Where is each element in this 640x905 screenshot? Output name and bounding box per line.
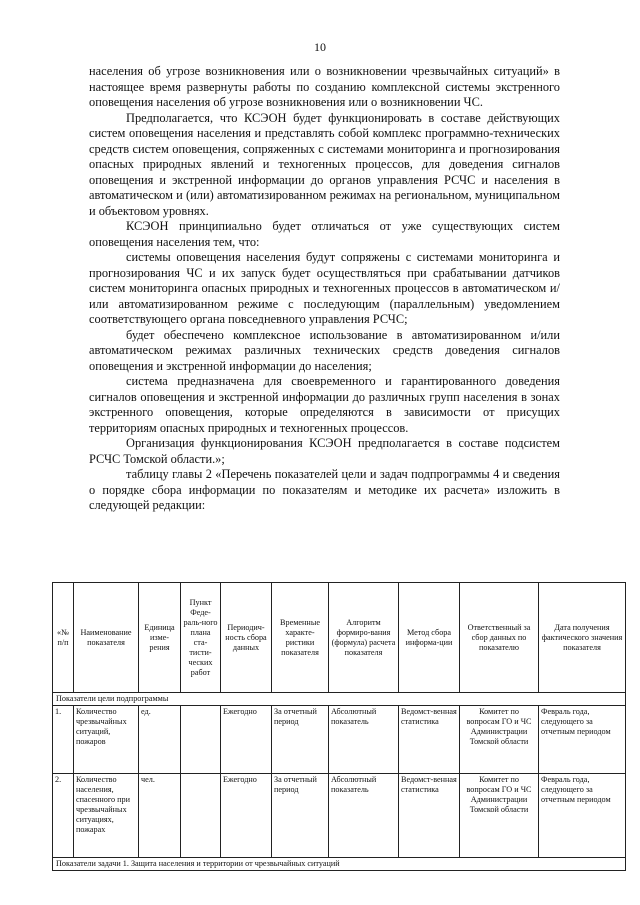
cell-plan-item xyxy=(181,706,221,774)
cell-method: Ведомст-венная статистика xyxy=(399,706,460,774)
indicators-table xyxy=(52,582,626,871)
cell-time-characteristics: За отчетный период xyxy=(272,706,329,774)
header-cell: Ответственный за сбор данных по показателю xyxy=(460,583,539,693)
table-header-row xyxy=(53,583,626,693)
paragraph: Организация функционирования КСЭОН предполагается в составе подсистем РСЧС Томской области.»; xyxy=(89,436,560,466)
section-task-label: Показатели задачи 1. Защита населения и территории от чрезвычайных ситуаций xyxy=(53,858,626,871)
header-cell: Пункт Феде-раль-ного плана ста-тисти-ческих работ xyxy=(181,583,221,693)
cell-periodicity: Ежегодно xyxy=(221,706,272,774)
cell-date: Февраль года, следующего за отчетным периодом xyxy=(539,706,626,774)
cell-algorithm: Абсолютный показатель xyxy=(329,774,399,858)
cell-periodicity: Ежегодно xyxy=(221,774,272,858)
cell-time-characteristics: За отчетный период xyxy=(272,774,329,858)
header-cell: Метод сбора информа-ции xyxy=(399,583,460,693)
header-cell: Наименование показателя xyxy=(74,583,139,693)
table-row xyxy=(53,706,626,774)
paragraph: таблицу главы 2 «Перечень показателей цели и задач подпрограммы 4 и сведения о порядке сбора информации по показателям и методике их расчета» изложить в следующей редакции: xyxy=(89,467,560,512)
header-cell: «№ п/п xyxy=(53,583,74,693)
header-cell: Периодич-ность сбора данных xyxy=(221,583,272,693)
page-number: 10 xyxy=(314,40,326,54)
paragraph: система предназначена для своевременного и гарантированного доведения сигналов оповещения и экстренной информации до различных групп населения в зонах экстренного оповещения, которые определяются в зависимости от присущих территориям опасных природных и техногенных процессов. xyxy=(89,374,560,435)
header-cell: Единица изме-рения xyxy=(139,583,181,693)
cell-unit: ед. xyxy=(139,706,181,774)
header-cell: Дата получения фактического значения показателя xyxy=(539,583,626,693)
section-row xyxy=(53,693,626,706)
section-row xyxy=(53,858,626,871)
table-row xyxy=(53,774,626,858)
section-goal-label: Показатели цели подпрограммы xyxy=(53,693,626,706)
paragraph: будет обеспечено комплексное использование в автоматизированном и/или автоматическом режимах различных технических средств доведения сигналов оповещения и экстренной информации до населения; xyxy=(89,327,560,373)
paragraph: населения об угрозе возникновения или о возникновении чрезвычайных ситуаций» в настоящее время развернуты работы по созданию комплексной системы экстренного оповещения населения об угрозе возникновения или о возникновении ЧС. xyxy=(89,64,560,109)
header-cell: Алгоритм формиро-вания (формула) расчета показателя xyxy=(329,583,399,693)
cell-responsible: Комитет по вопросам ГО и ЧС Администрации Томской области xyxy=(460,774,539,858)
paragraph: Предполагается, что КСЭОН будет функционировать в составе действующих систем оповещения населения и представлять собой комплекс программно-технических средств систем оповещения, сопряженных с системами мониторинга и прогнозирования опасных природных явлений и техногенных процессов, для доведения сигналов оповещения и экстренной информации до органов управления РСЧС и населения в автоматическом и (или) автоматизированном режимах на региональном, муниципальном и объектовом уровнях. xyxy=(89,110,560,218)
cell-num: 1. xyxy=(53,706,74,774)
cell-num: 2. xyxy=(53,774,74,858)
cell-plan-item xyxy=(181,774,221,858)
body-text xyxy=(89,64,560,514)
paragraph: КСЭОН принципиально будет отличаться от уже существующих систем оповещения населения тем, что: xyxy=(89,219,560,249)
cell-date: Февраль года, следующего за отчетным периодом xyxy=(539,774,626,858)
cell-method: Ведомст-венная статистика xyxy=(399,774,460,858)
cell-responsible: Комитет по вопросам ГО и ЧС Администрации Томской области xyxy=(460,706,539,774)
header-cell: Временные характе-ристики показателя xyxy=(272,583,329,693)
cell-algorithm: Абсолютный показатель xyxy=(329,706,399,774)
cell-name: Количество населения, спасенного при чрезвычайных ситуациях, пожарах xyxy=(74,774,139,858)
cell-unit: чел. xyxy=(139,774,181,858)
paragraph: системы оповещения населения будут сопряжены с системами мониторинга и прогнозирования ЧС и их запуск будет осуществляться при срабатывании датчиков систем мониторинга опасных природных и техногенных процессов в автоматическом и/или автоматизированном режиме с последующим (параллельным) уведомлением соответствующего органа повседневного управления РСЧС; xyxy=(89,250,560,326)
cell-name: Количество чрезвычайных ситуаций, пожаров xyxy=(74,706,139,774)
